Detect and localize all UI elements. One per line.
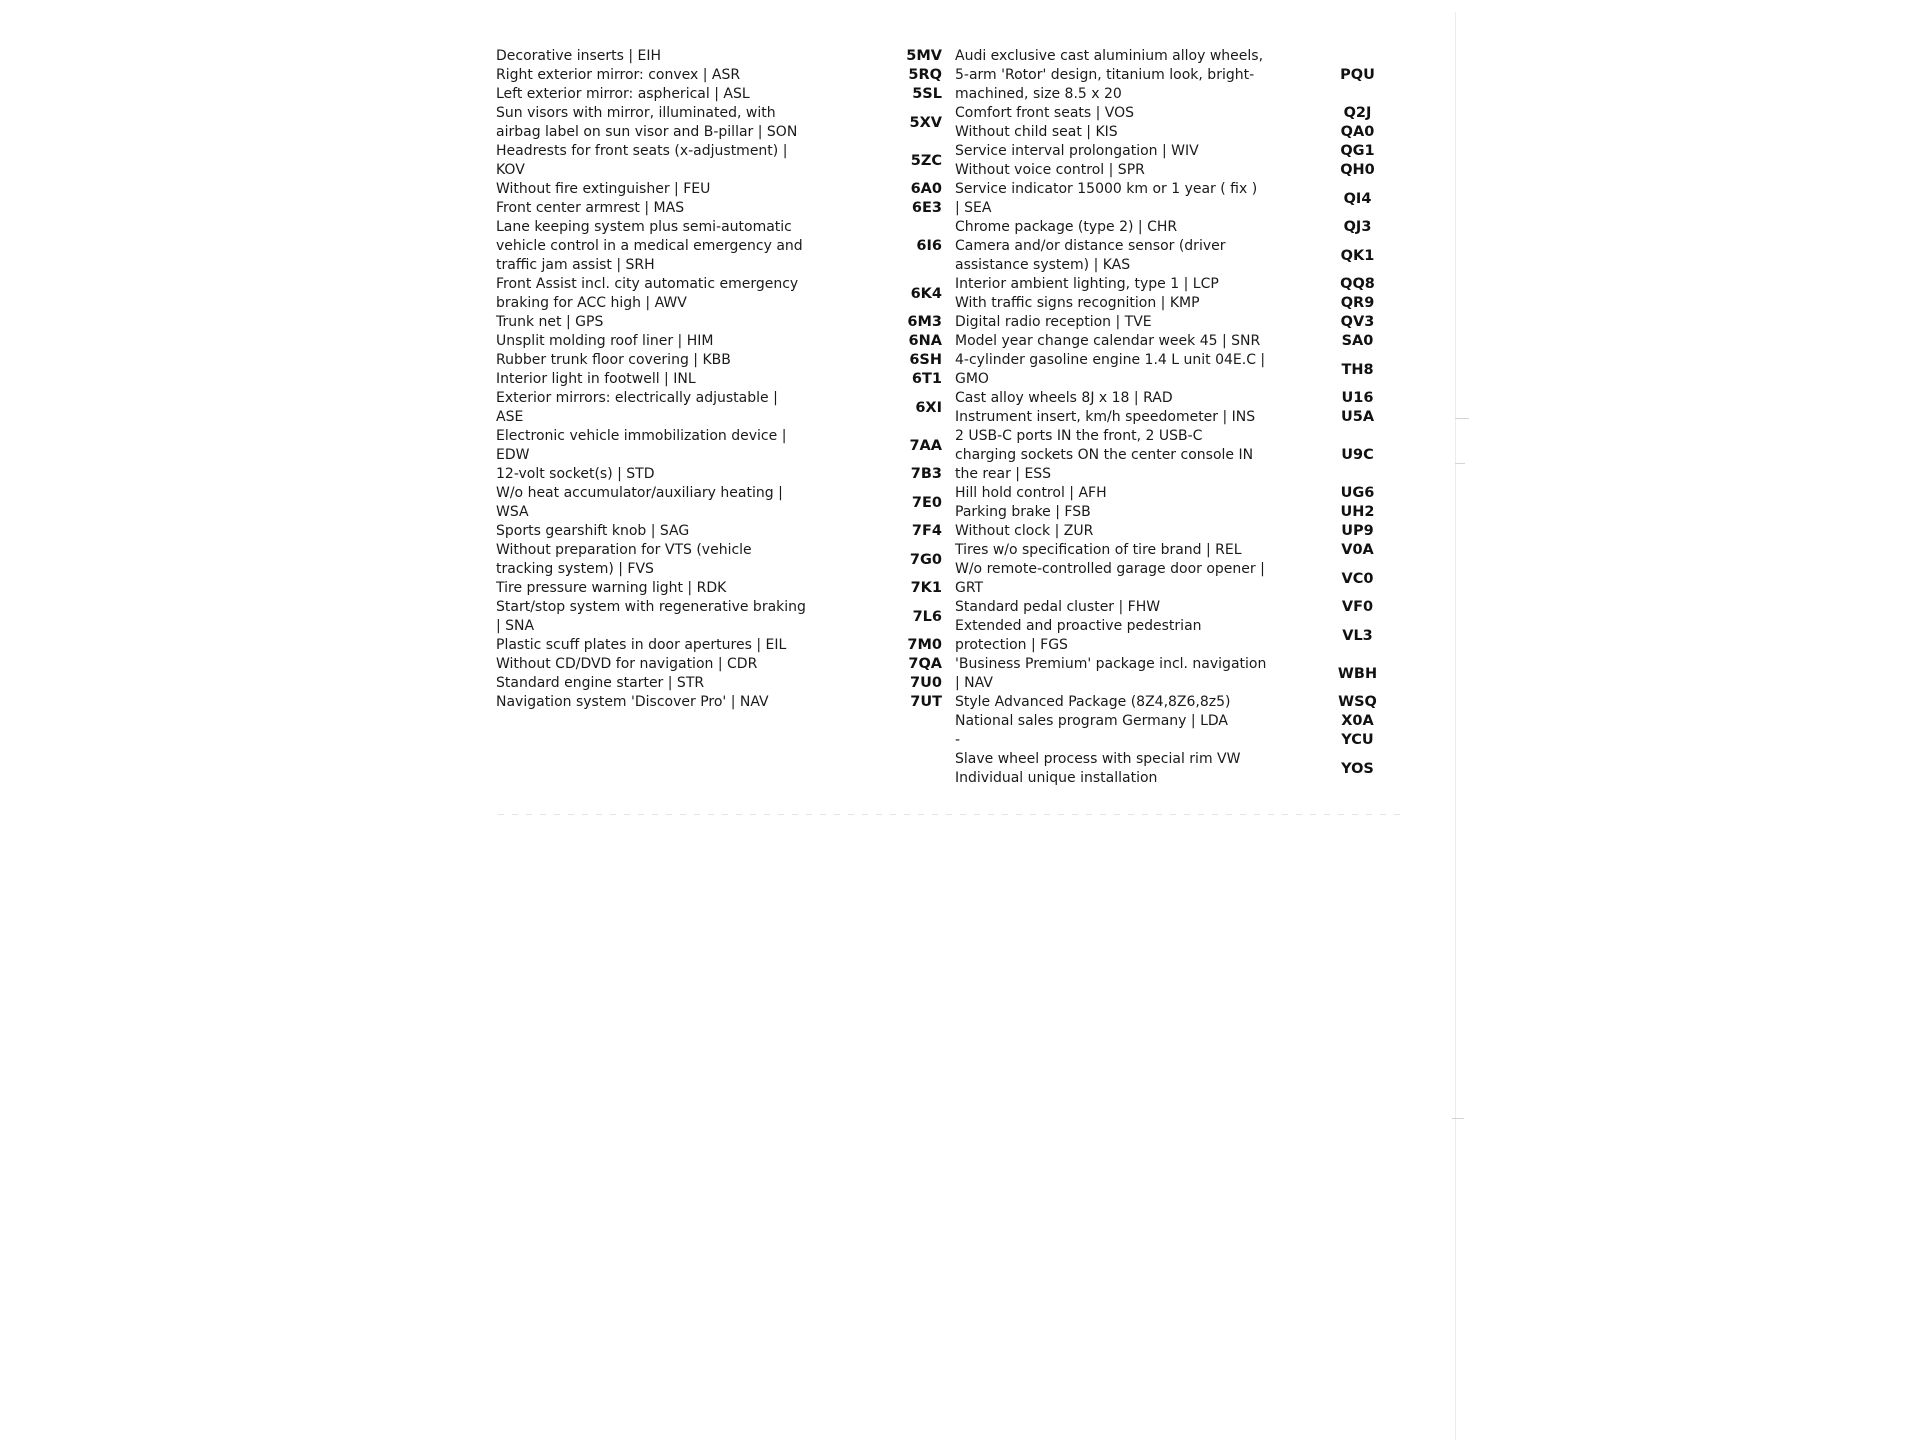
equipment-row bbox=[496, 674, 942, 693]
equipment-row bbox=[955, 484, 1405, 503]
equipment-description: Decorative inserts | EIH bbox=[496, 48, 662, 64]
equipment-code: 6A0 bbox=[910, 181, 942, 197]
equipment-row bbox=[496, 389, 942, 427]
equipment-description: Rubber trunk floor covering | KBB bbox=[496, 352, 731, 368]
equipment-row bbox=[955, 275, 1405, 294]
equipment-row bbox=[955, 541, 1405, 560]
equipment-row bbox=[955, 332, 1405, 351]
equipment-code: QV3 bbox=[1340, 314, 1375, 330]
right-equipment-column bbox=[955, 47, 1405, 788]
equipment-code: U5A bbox=[1340, 409, 1375, 425]
equipment-description: Left exterior mirror: aspherical | ASL bbox=[496, 86, 750, 102]
equipment-code: U9C bbox=[1341, 447, 1374, 463]
equipment-row bbox=[496, 47, 942, 66]
equipment-row bbox=[955, 712, 1405, 731]
equipment-description: Slave wheel process with special rim VW Individual unique installation bbox=[955, 751, 1241, 786]
equipment-description: Plastic scuff plates in door apertures | EIL bbox=[496, 637, 787, 653]
equipment-description: Camera and/or distance sensor (driver assistance system) | KAS bbox=[955, 238, 1226, 273]
equipment-code: 7G0 bbox=[909, 551, 942, 568]
equipment-row bbox=[496, 522, 942, 541]
equipment-description: Sun visors with mirror, illuminated, with airbag label on sun visor and B-pillar | SON bbox=[496, 105, 798, 140]
equipment-code: 5MV bbox=[906, 48, 942, 64]
equipment-description: Instrument insert, km/h speedometer | INS bbox=[955, 409, 1256, 425]
equipment-row bbox=[496, 541, 942, 579]
equipment-code: 7K1 bbox=[910, 580, 942, 596]
equipment-code: QR9 bbox=[1340, 295, 1375, 311]
equipment-description: Front Assist incl. city automatic emergency braking for ACC high | AWV bbox=[496, 276, 799, 311]
equipment-row bbox=[955, 47, 1405, 104]
equipment-code: QG1 bbox=[1340, 143, 1375, 159]
equipment-code: QQ8 bbox=[1340, 276, 1375, 292]
equipment-row bbox=[955, 522, 1405, 541]
equipment-description: Exterior mirrors: electrically adjustable | ASE bbox=[496, 390, 778, 425]
equipment-row bbox=[496, 104, 942, 142]
equipment-row bbox=[955, 237, 1405, 275]
equipment-description: Parking brake | FSB bbox=[955, 504, 1091, 520]
equipment-code: WBH bbox=[1337, 665, 1378, 682]
equipment-description: Without voice control | SPR bbox=[955, 162, 1145, 178]
page-edge-mark bbox=[1452, 1118, 1464, 1119]
equipment-description: 4-cylinder gasoline engine 1.4 L unit 04E.C | GMO bbox=[955, 352, 1266, 387]
equipment-description: Interior light in footwell | INL bbox=[496, 371, 696, 387]
equipment-code: 7L6 bbox=[912, 608, 942, 625]
equipment-row bbox=[955, 218, 1405, 237]
equipment-code: Q2J bbox=[1343, 105, 1372, 121]
equipment-description: Trunk net | GPS bbox=[496, 314, 604, 330]
equipment-row bbox=[955, 598, 1405, 617]
equipment-code: 5RQ bbox=[908, 67, 942, 83]
equipment-description: Sports gearshift knob | SAG bbox=[496, 523, 690, 539]
equipment-description: National sales program Germany | LDA bbox=[955, 713, 1228, 729]
equipment-row bbox=[496, 275, 942, 313]
equipment-code: 6SH bbox=[909, 352, 942, 368]
equipment-row bbox=[955, 427, 1405, 484]
equipment-code: 6XI bbox=[915, 399, 942, 416]
equipment-description: Service interval prolongation | WIV bbox=[955, 143, 1199, 159]
equipment-description: Lane keeping system plus semi-automatic vehicle control in a medical emergency and traffic jam assist | SRH bbox=[496, 219, 803, 273]
equipment-description: Without clock | ZUR bbox=[955, 523, 1094, 539]
equipment-description: Hill hold control | AFH bbox=[955, 485, 1107, 501]
equipment-row bbox=[955, 503, 1405, 522]
equipment-code: 7QA bbox=[908, 656, 942, 672]
equipment-row bbox=[955, 389, 1405, 408]
equipment-code: 6I6 bbox=[916, 238, 942, 254]
left-equipment-column bbox=[496, 47, 942, 712]
equipment-row bbox=[496, 66, 942, 85]
equipment-description: 2 USB-C ports IN the front, 2 USB-C charging sockets ON the center console IN the rear | ESS bbox=[955, 428, 1254, 482]
equipment-row bbox=[496, 598, 942, 636]
equipment-row bbox=[955, 104, 1405, 123]
equipment-description: Service indicator 15000 km or 1 year ( fix ) | SEA bbox=[955, 181, 1258, 216]
equipment-description: With traffic signs recognition | KMP bbox=[955, 295, 1200, 311]
equipment-row bbox=[496, 579, 942, 598]
equipment-description: Front center armrest | MAS bbox=[496, 200, 685, 216]
equipment-code: UG6 bbox=[1340, 485, 1375, 501]
equipment-row bbox=[955, 294, 1405, 313]
equipment-code: V0A bbox=[1341, 542, 1374, 558]
equipment-code: YCU bbox=[1341, 732, 1374, 748]
page-edge-mark bbox=[1455, 418, 1469, 419]
equipment-description: Extended and proactive pedestrian protection | FGS bbox=[955, 618, 1202, 653]
equipment-code: U16 bbox=[1341, 390, 1374, 406]
equipment-code: UP9 bbox=[1341, 523, 1374, 539]
equipment-code: 6E3 bbox=[911, 200, 942, 216]
equipment-code: 7AA bbox=[909, 437, 942, 454]
equipment-row bbox=[955, 655, 1405, 693]
equipment-description: Audi exclusive cast aluminium alloy wheels, 5-arm 'Rotor' design, titanium look, bright- machined, size 8.5 x 20 bbox=[955, 48, 1264, 102]
equipment-description: Without child seat | KIS bbox=[955, 124, 1118, 140]
equipment-row bbox=[496, 465, 942, 484]
equipment-row bbox=[496, 218, 942, 275]
equipment-code: QI4 bbox=[1343, 190, 1372, 207]
equipment-description: Model year change calendar week 45 | SNR bbox=[955, 333, 1261, 349]
equipment-code: QA0 bbox=[1340, 124, 1375, 140]
equipment-description: Without CD/DVD for navigation | CDR bbox=[496, 656, 758, 672]
equipment-row bbox=[955, 161, 1405, 180]
equipment-code: UH2 bbox=[1340, 504, 1375, 520]
equipment-code: VF0 bbox=[1341, 599, 1374, 615]
equipment-code: QJ3 bbox=[1343, 219, 1372, 235]
equipment-description: Unsplit molding roof liner | HIM bbox=[496, 333, 714, 349]
equipment-code: 7E0 bbox=[911, 494, 942, 511]
equipment-description: Cast alloy wheels 8J x 18 | RAD bbox=[955, 390, 1173, 406]
equipment-description: Standard engine starter | STR bbox=[496, 675, 705, 691]
equipment-row bbox=[955, 693, 1405, 712]
equipment-description: Right exterior mirror: convex | ASR bbox=[496, 67, 741, 83]
equipment-row bbox=[955, 351, 1405, 389]
equipment-row bbox=[496, 693, 942, 712]
equipment-code: X0A bbox=[1341, 713, 1374, 729]
equipment-code: 5ZC bbox=[910, 152, 942, 169]
page-edge-mark bbox=[1455, 463, 1465, 464]
equipment-code: 5SL bbox=[912, 86, 942, 102]
equipment-code: 7U0 bbox=[910, 675, 942, 691]
equipment-code: 6NA bbox=[908, 333, 942, 349]
equipment-row bbox=[496, 427, 942, 465]
equipment-description: W/o remote-controlled garage door opener | GRT bbox=[955, 561, 1265, 596]
equipment-row bbox=[496, 332, 942, 351]
equipment-code: 7M0 bbox=[907, 637, 942, 653]
equipment-code: 6M3 bbox=[907, 314, 942, 330]
equipment-row bbox=[955, 313, 1405, 332]
equipment-code: SA0 bbox=[1341, 333, 1374, 349]
equipment-code: VC0 bbox=[1341, 570, 1374, 587]
equipment-description: Comfort front seats | VOS bbox=[955, 105, 1135, 121]
equipment-code: QH0 bbox=[1340, 162, 1375, 178]
equipment-row bbox=[955, 180, 1405, 218]
equipment-code: 6K4 bbox=[910, 285, 942, 302]
equipment-row bbox=[496, 655, 942, 674]
equipment-description: Style Advanced Package (8Z4,8Z6,8z5) bbox=[955, 694, 1231, 710]
equipment-description: Without preparation for VTS (vehicle tracking system) | FVS bbox=[496, 542, 752, 577]
equipment-description: Tires w/o specification of tire brand | REL bbox=[955, 542, 1242, 558]
scan-artifact-line bbox=[498, 814, 1408, 815]
equipment-code: VL3 bbox=[1342, 627, 1373, 644]
equipment-description: Digital radio reception | TVE bbox=[955, 314, 1152, 330]
equipment-description: Headrests for front seats (x-adjustment) | KOV bbox=[496, 143, 788, 178]
equipment-code: 6T1 bbox=[911, 371, 942, 387]
equipment-description: Without fire extinguisher | FEU bbox=[496, 181, 711, 197]
equipment-row bbox=[496, 142, 942, 180]
equipment-code: 7F4 bbox=[911, 523, 942, 539]
equipment-row bbox=[496, 199, 942, 218]
equipment-row bbox=[496, 85, 942, 104]
equipment-row bbox=[955, 750, 1405, 788]
equipment-row bbox=[955, 560, 1405, 598]
equipment-row bbox=[496, 484, 942, 522]
equipment-description: Start/stop system with regenerative braking | SNA bbox=[496, 599, 806, 634]
equipment-code: YOS bbox=[1341, 760, 1374, 777]
equipment-code: 5XV bbox=[909, 114, 942, 131]
equipment-description: - bbox=[955, 732, 961, 748]
equipment-code: 7B3 bbox=[910, 466, 942, 482]
equipment-description: 'Business Premium' package incl. navigation | NAV bbox=[955, 656, 1267, 691]
page-edge-line bbox=[1455, 12, 1456, 1440]
equipment-row bbox=[955, 142, 1405, 161]
equipment-code: 7UT bbox=[910, 694, 942, 710]
equipment-description: Interior ambient lighting, type 1 | LCP bbox=[955, 276, 1219, 292]
equipment-description: Standard pedal cluster | FHW bbox=[955, 599, 1161, 615]
equipment-row bbox=[955, 408, 1405, 427]
equipment-description: Chrome package (type 2) | CHR bbox=[955, 219, 1178, 235]
equipment-code: WSQ bbox=[1338, 694, 1377, 710]
equipment-row bbox=[496, 351, 942, 370]
equipment-row bbox=[496, 370, 942, 389]
equipment-description: Electronic vehicle immobilization device | EDW bbox=[496, 428, 787, 463]
equipment-description: 12-volt socket(s) | STD bbox=[496, 466, 655, 482]
equipment-row bbox=[955, 617, 1405, 655]
equipment-description: W/o heat accumulator/auxiliary heating | WSA bbox=[496, 485, 783, 520]
equipment-description: Navigation system 'Discover Pro' | NAV bbox=[496, 694, 769, 710]
equipment-description: Tire pressure warning light | RDK bbox=[496, 580, 727, 596]
equipment-code: TH8 bbox=[1341, 361, 1374, 378]
equipment-code: QK1 bbox=[1340, 247, 1375, 264]
equipment-row bbox=[496, 313, 942, 332]
equipment-row bbox=[955, 731, 1405, 750]
equipment-row bbox=[955, 123, 1405, 142]
equipment-row bbox=[496, 180, 942, 199]
equipment-code: PQU bbox=[1340, 67, 1375, 83]
equipment-row bbox=[496, 636, 942, 655]
